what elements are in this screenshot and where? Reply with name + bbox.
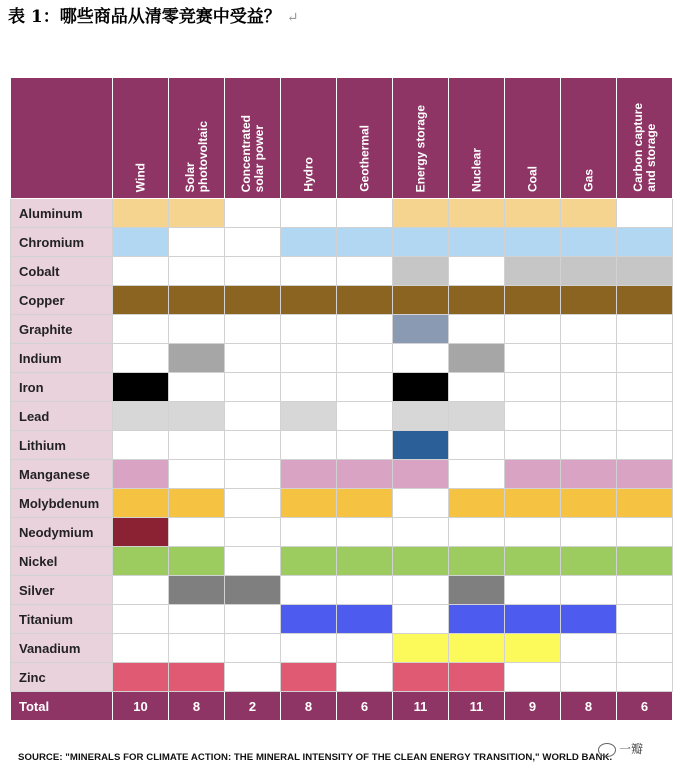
filled-cell xyxy=(281,228,337,257)
empty-cell xyxy=(337,663,393,692)
filled-cell xyxy=(449,576,505,605)
filled-cell xyxy=(393,257,449,286)
total-value: 10 xyxy=(113,692,169,721)
empty-cell xyxy=(169,431,225,460)
table-row xyxy=(11,576,673,605)
empty-cell xyxy=(505,518,561,547)
empty-cell xyxy=(169,634,225,663)
filled-cell xyxy=(113,518,169,547)
table-row xyxy=(11,489,673,518)
empty-cell xyxy=(225,518,281,547)
column-header xyxy=(505,78,561,199)
empty-cell xyxy=(281,634,337,663)
table-row xyxy=(11,431,673,460)
filled-cell xyxy=(281,489,337,518)
empty-cell xyxy=(505,344,561,373)
row-label: Molybdenum xyxy=(11,489,113,518)
filled-cell xyxy=(169,547,225,576)
table-caption xyxy=(8,2,298,27)
empty-cell xyxy=(561,402,617,431)
total-value: 9 xyxy=(505,692,561,721)
table-row xyxy=(11,547,673,576)
filled-cell xyxy=(393,402,449,431)
filled-cell xyxy=(281,460,337,489)
filled-cell xyxy=(169,576,225,605)
total-value: 2 xyxy=(225,692,281,721)
watermark-text: 一瓣 xyxy=(619,742,644,756)
filled-cell xyxy=(617,286,673,315)
total-row xyxy=(11,692,673,721)
filled-cell xyxy=(561,286,617,315)
filled-cell xyxy=(449,489,505,518)
empty-cell xyxy=(225,605,281,634)
total-value: 6 xyxy=(337,692,393,721)
empty-cell xyxy=(337,518,393,547)
filled-cell xyxy=(113,228,169,257)
empty-cell xyxy=(113,605,169,634)
empty-cell xyxy=(169,605,225,634)
table-row xyxy=(11,518,673,547)
filled-cell xyxy=(449,605,505,634)
filled-cell xyxy=(393,228,449,257)
filled-cell xyxy=(393,199,449,228)
row-label: Vanadium xyxy=(11,634,113,663)
empty-cell xyxy=(337,344,393,373)
empty-cell xyxy=(225,402,281,431)
empty-cell xyxy=(113,315,169,344)
empty-cell xyxy=(617,199,673,228)
empty-cell xyxy=(617,605,673,634)
filled-cell xyxy=(113,286,169,315)
empty-cell xyxy=(561,315,617,344)
filled-cell xyxy=(561,489,617,518)
table-row xyxy=(11,460,673,489)
empty-cell xyxy=(505,373,561,402)
filled-cell xyxy=(169,402,225,431)
empty-cell xyxy=(505,576,561,605)
column-header-label: Wind xyxy=(133,162,147,192)
filled-cell xyxy=(449,663,505,692)
empty-cell xyxy=(505,431,561,460)
column-header xyxy=(113,78,169,199)
filled-cell xyxy=(505,634,561,663)
filled-cell xyxy=(281,547,337,576)
column-header-label: Hydro xyxy=(301,157,315,192)
source-note: SOURCE: "MINERALS FOR CLIMATE ACTION: THE MINERAL INTENSITY OF THE CLEAN ENERGY TRANSITION," WORLD BANK. xyxy=(18,752,613,763)
row-label: Graphite xyxy=(11,315,113,344)
filled-cell xyxy=(393,286,449,315)
empty-cell xyxy=(281,257,337,286)
column-header-label: Coal xyxy=(525,165,539,192)
filled-cell xyxy=(617,257,673,286)
minerals-table xyxy=(10,77,673,721)
empty-cell xyxy=(337,315,393,344)
column-header xyxy=(449,78,505,199)
filled-cell xyxy=(169,286,225,315)
table-row xyxy=(11,373,673,402)
wechat-icon xyxy=(598,743,616,757)
row-label: Lithium xyxy=(11,431,113,460)
total-value: 8 xyxy=(561,692,617,721)
column-header xyxy=(169,78,225,199)
empty-cell xyxy=(337,576,393,605)
filled-cell xyxy=(113,663,169,692)
empty-cell xyxy=(393,489,449,518)
empty-cell xyxy=(393,518,449,547)
column-header-label: Carbon capture and storage xyxy=(630,103,658,192)
empty-cell xyxy=(617,373,673,402)
empty-cell xyxy=(449,315,505,344)
filled-cell xyxy=(393,373,449,402)
empty-cell xyxy=(561,576,617,605)
filled-cell xyxy=(113,402,169,431)
empty-cell xyxy=(169,257,225,286)
empty-cell xyxy=(449,373,505,402)
empty-cell xyxy=(337,402,393,431)
caption-text: 表 1：哪些商品从清零竞赛中受益？ xyxy=(8,7,281,27)
paragraph-mark: ↵ xyxy=(286,10,299,26)
filled-cell xyxy=(505,605,561,634)
empty-cell xyxy=(281,373,337,402)
table-row xyxy=(11,634,673,663)
filled-cell xyxy=(561,547,617,576)
filled-cell xyxy=(281,402,337,431)
filled-cell xyxy=(449,228,505,257)
empty-cell xyxy=(617,518,673,547)
empty-cell xyxy=(113,431,169,460)
filled-cell xyxy=(561,199,617,228)
column-header-label: Gas xyxy=(581,169,595,192)
empty-cell xyxy=(225,315,281,344)
empty-cell xyxy=(505,663,561,692)
filled-cell xyxy=(617,228,673,257)
table-row xyxy=(11,663,673,692)
filled-cell xyxy=(113,199,169,228)
header-corner xyxy=(11,78,113,199)
empty-cell xyxy=(561,431,617,460)
filled-cell xyxy=(393,634,449,663)
table-row xyxy=(11,228,673,257)
table-row xyxy=(11,605,673,634)
empty-cell xyxy=(169,228,225,257)
empty-cell xyxy=(225,228,281,257)
empty-cell xyxy=(337,373,393,402)
empty-cell xyxy=(449,431,505,460)
total-value: 11 xyxy=(449,692,505,721)
row-label: Manganese xyxy=(11,460,113,489)
filled-cell xyxy=(225,286,281,315)
empty-cell xyxy=(225,257,281,286)
filled-cell xyxy=(337,489,393,518)
empty-cell xyxy=(337,199,393,228)
filled-cell xyxy=(449,344,505,373)
filled-cell xyxy=(393,315,449,344)
empty-cell xyxy=(449,518,505,547)
empty-cell xyxy=(169,373,225,402)
row-label: Zinc xyxy=(11,663,113,692)
filled-cell xyxy=(449,286,505,315)
empty-cell xyxy=(505,402,561,431)
empty-cell xyxy=(281,199,337,228)
empty-cell xyxy=(617,402,673,431)
empty-cell xyxy=(617,634,673,663)
filled-cell xyxy=(505,257,561,286)
empty-cell xyxy=(561,344,617,373)
empty-cell xyxy=(225,344,281,373)
filled-cell xyxy=(393,663,449,692)
filled-cell xyxy=(169,344,225,373)
empty-cell xyxy=(337,257,393,286)
filled-cell xyxy=(337,228,393,257)
empty-cell xyxy=(281,431,337,460)
empty-cell xyxy=(169,460,225,489)
column-header-label: Solar photovoltaic xyxy=(182,120,210,192)
filled-cell xyxy=(617,489,673,518)
total-value: 8 xyxy=(169,692,225,721)
empty-cell xyxy=(225,489,281,518)
filled-cell xyxy=(169,663,225,692)
row-label: Neodymium xyxy=(11,518,113,547)
filled-cell xyxy=(113,489,169,518)
column-header xyxy=(617,78,673,199)
filled-cell xyxy=(561,460,617,489)
filled-cell xyxy=(505,547,561,576)
empty-cell xyxy=(449,460,505,489)
empty-cell xyxy=(393,344,449,373)
filled-cell xyxy=(561,228,617,257)
column-header-label: Nuclear xyxy=(469,147,483,192)
filled-cell xyxy=(449,634,505,663)
row-label: Lead xyxy=(11,402,113,431)
empty-cell xyxy=(561,373,617,402)
empty-cell xyxy=(617,344,673,373)
filled-cell xyxy=(505,460,561,489)
filled-cell xyxy=(281,663,337,692)
row-label: Iron xyxy=(11,373,113,402)
column-header-label: Geothermal xyxy=(357,125,371,192)
total-value: 11 xyxy=(393,692,449,721)
filled-cell xyxy=(337,547,393,576)
filled-cell xyxy=(393,431,449,460)
table-body xyxy=(11,199,673,721)
empty-cell xyxy=(113,257,169,286)
empty-cell xyxy=(225,547,281,576)
total-label: Total xyxy=(11,692,113,721)
filled-cell xyxy=(449,402,505,431)
row-label: Silver xyxy=(11,576,113,605)
filled-cell xyxy=(561,257,617,286)
empty-cell xyxy=(617,431,673,460)
filled-cell xyxy=(169,199,225,228)
column-header xyxy=(337,78,393,199)
empty-cell xyxy=(561,663,617,692)
empty-cell xyxy=(337,431,393,460)
filled-cell xyxy=(617,460,673,489)
filled-cell xyxy=(617,547,673,576)
column-header xyxy=(393,78,449,199)
table-row xyxy=(11,286,673,315)
empty-cell xyxy=(225,663,281,692)
row-label: Aluminum xyxy=(11,199,113,228)
filled-cell xyxy=(281,286,337,315)
empty-cell xyxy=(113,634,169,663)
empty-cell xyxy=(561,634,617,663)
table-row xyxy=(11,199,673,228)
total-value: 8 xyxy=(281,692,337,721)
filled-cell xyxy=(393,547,449,576)
column-header-label: Energy storage xyxy=(413,104,427,192)
column-header-label: Concentrated solar power xyxy=(238,114,266,192)
table-row xyxy=(11,344,673,373)
empty-cell xyxy=(113,576,169,605)
column-header xyxy=(281,78,337,199)
filled-cell xyxy=(449,199,505,228)
empty-cell xyxy=(449,257,505,286)
header-row xyxy=(11,78,673,199)
filled-cell xyxy=(449,547,505,576)
row-label: Nickel xyxy=(11,547,113,576)
total-value: 6 xyxy=(617,692,673,721)
empty-cell xyxy=(281,576,337,605)
empty-cell xyxy=(393,605,449,634)
filled-cell xyxy=(113,547,169,576)
watermark xyxy=(598,740,643,757)
empty-cell xyxy=(225,431,281,460)
table-row xyxy=(11,257,673,286)
table-row xyxy=(11,402,673,431)
empty-cell xyxy=(617,576,673,605)
empty-cell xyxy=(617,315,673,344)
empty-cell xyxy=(225,634,281,663)
filled-cell xyxy=(169,489,225,518)
empty-cell xyxy=(393,576,449,605)
filled-cell xyxy=(337,286,393,315)
filled-cell xyxy=(505,286,561,315)
empty-cell xyxy=(281,518,337,547)
empty-cell xyxy=(337,634,393,663)
filled-cell xyxy=(561,605,617,634)
empty-cell xyxy=(561,518,617,547)
table-row xyxy=(11,315,673,344)
empty-cell xyxy=(169,518,225,547)
row-label: Copper xyxy=(11,286,113,315)
filled-cell xyxy=(505,489,561,518)
filled-cell xyxy=(225,576,281,605)
empty-cell xyxy=(281,315,337,344)
filled-cell xyxy=(113,373,169,402)
column-header xyxy=(561,78,617,199)
empty-cell xyxy=(617,663,673,692)
empty-cell xyxy=(225,199,281,228)
filled-cell xyxy=(505,228,561,257)
filled-cell xyxy=(337,605,393,634)
empty-cell xyxy=(113,344,169,373)
empty-cell xyxy=(505,315,561,344)
empty-cell xyxy=(225,460,281,489)
empty-cell xyxy=(169,315,225,344)
empty-cell xyxy=(225,373,281,402)
empty-cell xyxy=(281,344,337,373)
filled-cell xyxy=(113,460,169,489)
column-header xyxy=(225,78,281,199)
row-label: Indium xyxy=(11,344,113,373)
filled-cell xyxy=(337,460,393,489)
row-label: Cobalt xyxy=(11,257,113,286)
filled-cell xyxy=(281,605,337,634)
filled-cell xyxy=(505,199,561,228)
row-label: Chromium xyxy=(11,228,113,257)
filled-cell xyxy=(393,460,449,489)
row-label: Titanium xyxy=(11,605,113,634)
